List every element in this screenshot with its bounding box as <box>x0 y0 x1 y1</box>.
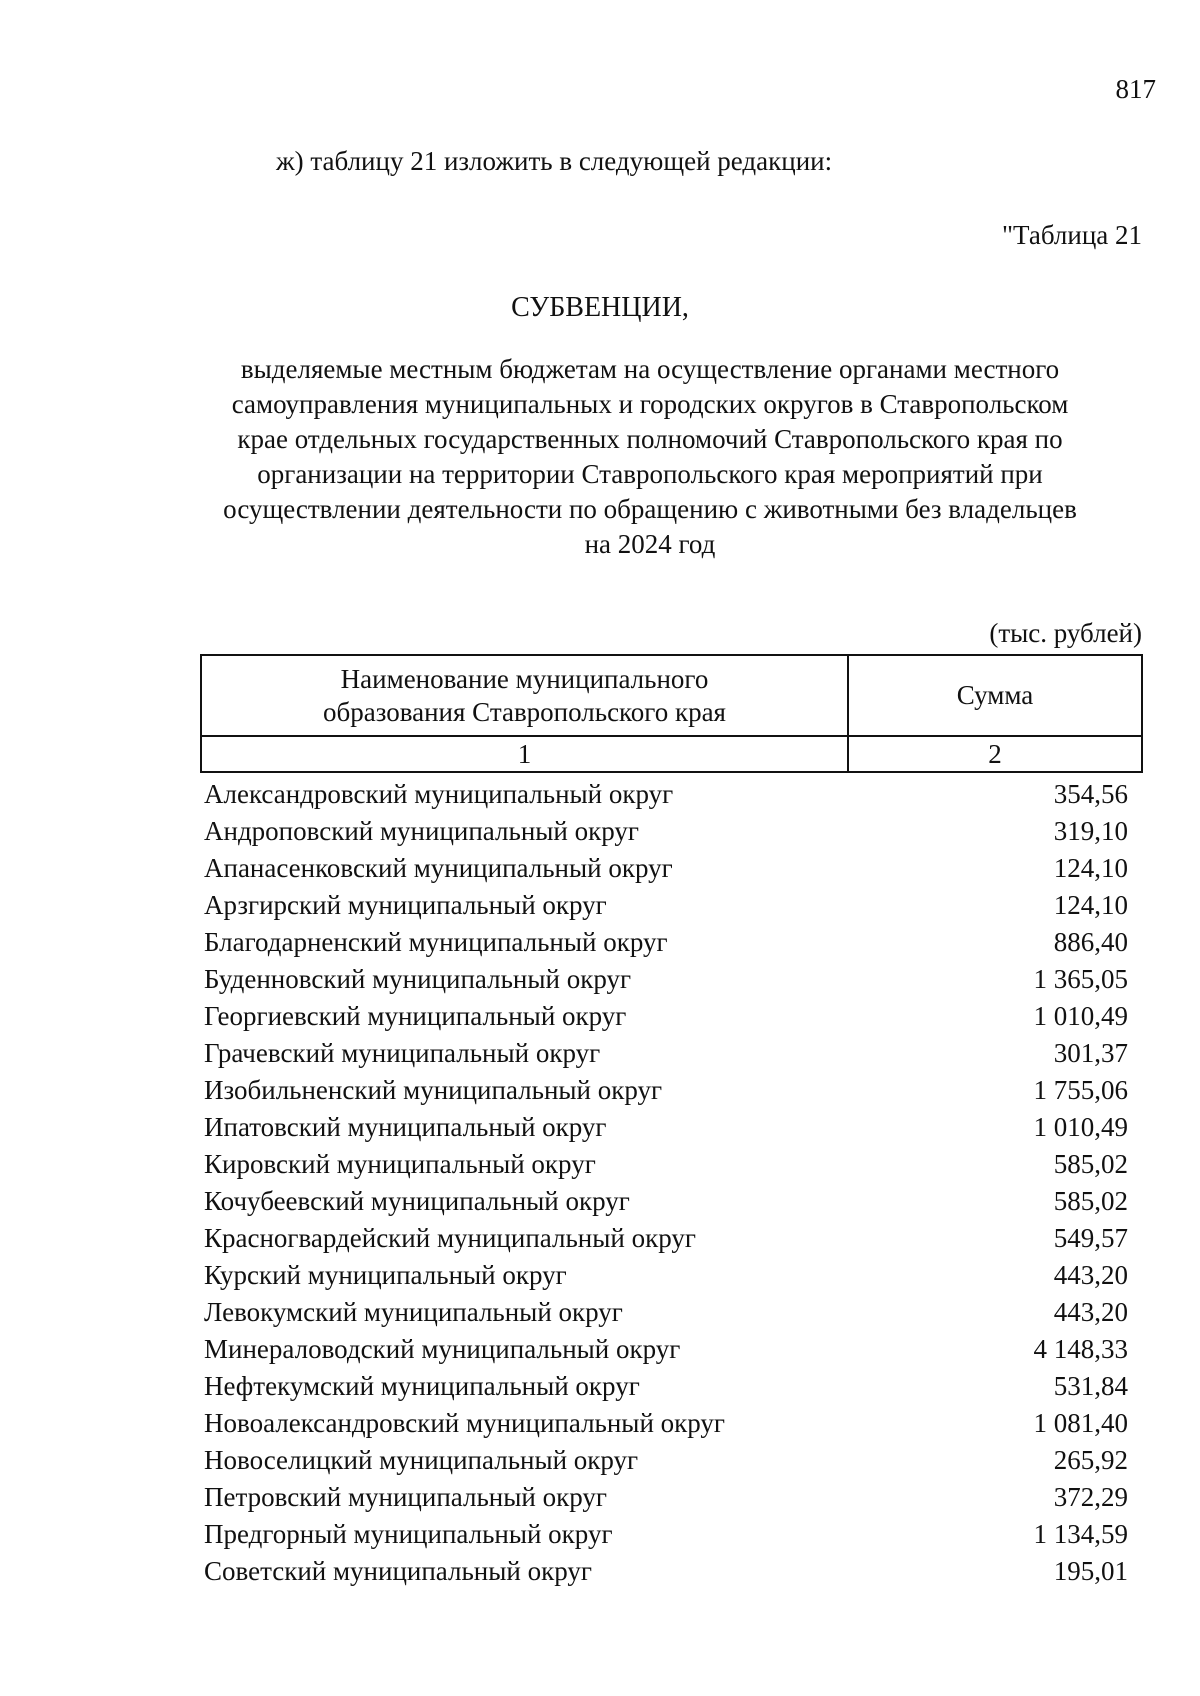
header-name-cell <box>201 655 848 736</box>
subsidy-amount: 549,57 <box>1053 1223 1128 1253</box>
municipality-name: Новоалександровский муниципальный округ <box>204 1408 725 1438</box>
subsidy-amount: 265,92 <box>1053 1445 1128 1475</box>
subsidy-amount: 585,02 <box>1053 1186 1128 1216</box>
subsidy-amount: 585,02 <box>1053 1149 1128 1179</box>
subsidy-amount: 886,40 <box>1053 927 1128 957</box>
table-body <box>204 776 1128 1590</box>
subsidy-amount: 301,37 <box>1053 1038 1128 1068</box>
subtitle-line: осуществлении деятельности по обращению с животными без владельцев <box>223 494 1077 524</box>
column-number-2: 2 <box>848 736 1142 772</box>
table-row <box>204 1294 1128 1331</box>
column-number-1: 1 <box>201 736 848 772</box>
subtitle-line: выделяемые местным бюджетам на осуществление органами местного <box>240 354 1060 384</box>
municipality-name: Изобильненский муниципальный округ <box>204 1075 663 1105</box>
subsidy-amount: 1 755,06 <box>1033 1075 1128 1105</box>
page-number: 817 <box>1115 74 1156 104</box>
municipality-name: Ипатовский муниципальный округ <box>204 1112 607 1142</box>
table-label: "Таблица 21 <box>1002 220 1142 250</box>
intro-line: ж) таблицу 21 изложить в следующей редакции: <box>276 146 833 176</box>
subsidy-amount: 4 148,33 <box>1033 1334 1128 1364</box>
table-row <box>204 813 1128 850</box>
table-row <box>204 1146 1128 1183</box>
subtitle-line: самоуправления муниципальных и городских округов в Ставропольском <box>231 389 1069 419</box>
municipality-name: Андроповский муниципальный округ <box>204 816 639 846</box>
subsidy-amount: 319,10 <box>1053 816 1128 846</box>
table-row <box>204 850 1128 887</box>
municipality-name: Курский муниципальный округ <box>204 1260 567 1290</box>
municipality-name: Благодарненский муниципальный округ <box>204 927 668 957</box>
municipality-name: Минераловодский муниципальный округ <box>204 1334 681 1364</box>
table-row <box>204 1368 1128 1405</box>
subsidy-amount: 443,20 <box>1053 1297 1128 1327</box>
subsidy-amount: 195,01 <box>1053 1556 1128 1586</box>
municipality-name: Петровский муниципальный округ <box>204 1482 607 1512</box>
table-row <box>204 887 1128 924</box>
municipality-name: Буденновский муниципальный округ <box>204 964 632 994</box>
table-row <box>204 1331 1128 1368</box>
table-row <box>204 1553 1128 1590</box>
table-row <box>204 776 1128 813</box>
subsidy-amount: 1 365,05 <box>1033 964 1128 994</box>
subsidy-amount: 124,10 <box>1053 853 1128 883</box>
table-row <box>204 1442 1128 1479</box>
subsidy-amount: 531,84 <box>1053 1371 1128 1401</box>
municipality-name: Левокумский муниципальный округ <box>204 1297 623 1327</box>
subtitle-line: крае отдельных государственных полномочий Ставропольского края по <box>237 424 1063 454</box>
subsidy-amount: 372,29 <box>1053 1482 1128 1512</box>
municipality-name: Нефтекумский муниципальный округ <box>204 1371 640 1401</box>
municipality-name: Георгиевский муниципальный округ <box>204 1001 627 1031</box>
header-name-line: Наименование муниципального <box>340 663 709 694</box>
subtitle-line: организации на территории Ставропольского края мероприятий при <box>257 459 1043 489</box>
subsidy-amount: 443,20 <box>1053 1260 1128 1290</box>
municipality-name: Красногвардейский муниципальный округ <box>204 1223 696 1253</box>
column-number-row <box>201 736 1142 772</box>
municipality-name: Арзгирский муниципальный округ <box>204 890 607 920</box>
subsidy-amount: 1 081,40 <box>1033 1408 1128 1438</box>
table-row <box>204 924 1128 961</box>
subsidy-amount: 1 010,49 <box>1033 1001 1128 1031</box>
table-row <box>204 1072 1128 1109</box>
table-row <box>204 961 1128 998</box>
municipality-name: Новоселицкий муниципальный округ <box>204 1445 639 1475</box>
header-name-line: образования Ставропольского края <box>323 696 726 727</box>
table-row <box>204 1257 1128 1294</box>
municipality-name: Александровский муниципальный округ <box>204 779 674 809</box>
header-sum-cell: Сумма <box>848 655 1142 736</box>
municipality-name: Кочубеевский муниципальный округ <box>204 1186 630 1216</box>
table-row <box>204 1220 1128 1257</box>
subsidy-amount: 1 010,49 <box>1033 1112 1128 1142</box>
document-title: СУБВЕНЦИИ, <box>511 292 689 323</box>
table-row <box>204 998 1128 1035</box>
table-row <box>204 1109 1128 1146</box>
municipality-name: Грачевский муниципальный округ <box>204 1038 601 1068</box>
table-row <box>204 1035 1128 1072</box>
municipality-name: Апанасенковский муниципальный округ <box>204 853 673 883</box>
table-row <box>204 1183 1128 1220</box>
subsidy-amount: 124,10 <box>1053 890 1128 920</box>
municipality-name: Кировский муниципальный округ <box>204 1149 596 1179</box>
header-row <box>201 655 1142 736</box>
document-subtitle <box>200 352 1100 562</box>
municipality-name: Советский муниципальный округ <box>204 1556 592 1586</box>
units-note: (тыс. рублей) <box>989 618 1142 648</box>
municipality-name: Предгорный муниципальный округ <box>204 1519 613 1549</box>
subsidy-amount: 354,56 <box>1053 779 1128 809</box>
table-row <box>204 1405 1128 1442</box>
table-row <box>204 1479 1128 1516</box>
subsidy-amount: 1 134,59 <box>1033 1519 1128 1549</box>
table-row <box>204 1516 1128 1553</box>
subtitle-line: на 2024 год <box>584 529 716 559</box>
table-header <box>200 654 1143 773</box>
